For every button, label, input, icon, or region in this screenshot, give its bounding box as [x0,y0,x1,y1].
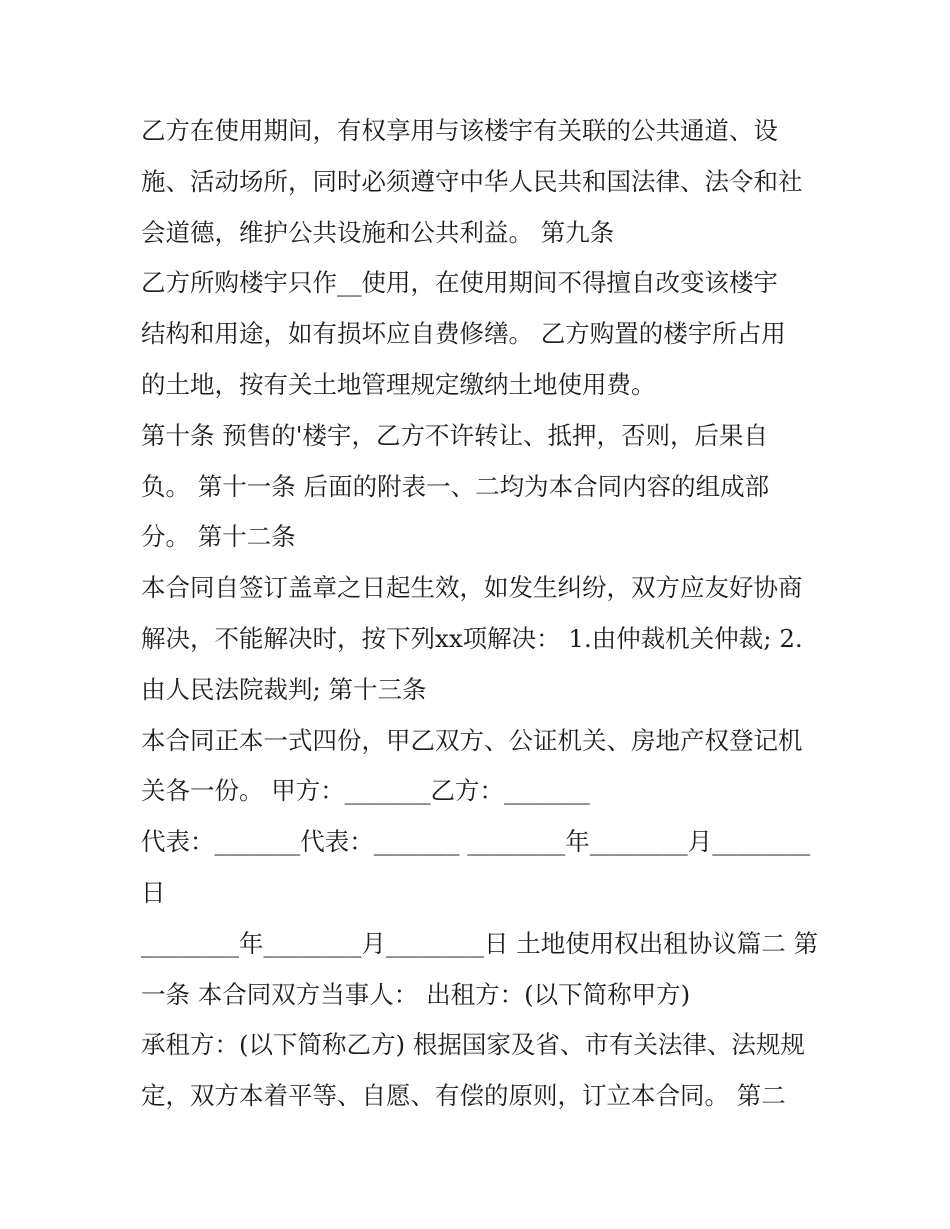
text-line: 结构和用途，如有损坏应自费修缮。 乙方购置的楼宇所占用 [141,319,786,349]
text-line: 由人民法院裁判; 第十三条 [141,674,427,704]
text-line: ________年________月________日 土地使用权出租协议篇二 第 [141,928,819,958]
text-line: 一条 本合同双方当事人： 出租方：(以下简称甲方) [141,979,691,1009]
text-line: 本合同正本一式四份，甲乙双方、公证机关、房地产权登记机 [141,725,803,755]
text-line: 的土地，按有关土地管理规定缴纳土地使用费。 [141,369,656,399]
text-line: 第十条 预售的'楼宇，乙方不许转让、抵押，否则，后果自 [141,420,769,450]
text-line: 承租方：(以下简称乙方) 根据国家及省、市有关法律、法规规 [141,1030,805,1060]
text-line: 乙方在使用期间，有权享用与该楼宇有关联的公共通道、设 [141,116,778,145]
text-line: 会道德，维护公共设施和公共利益。 第九条 [141,217,615,247]
text-line: 关各一份。 甲方：_______乙方：_______ [141,776,590,806]
text-line: 负。 第十一条 后面的附表一、二均为本合同内容的组成部 [141,471,770,501]
text-line: 乙方所购楼宇只作__使用，在使用期间不得擅自改变该楼宇 [141,268,778,298]
text-line: 分。 第十二条 [141,522,296,552]
text-line: 日 [141,877,166,907]
text-line: 施、活动场所，同时必须遵守中华人民共和国法律、法令和社 [141,166,803,196]
text-line: 代表：_______代表：_______ ________年________月________ [141,827,811,857]
document-body [141,106,841,1122]
text-line: 定，双方本着平等、自愿、有偿的原则，订立本合同。 第二 [141,1081,786,1111]
text-line: 解决，不能解决时，按下列xx项解决： 1.由仲裁机关仲裁; 2. [141,623,803,653]
text-line: 本合同自签订盖章之日起生效，如发生纠纷，双方应友好协商 [141,573,803,603]
